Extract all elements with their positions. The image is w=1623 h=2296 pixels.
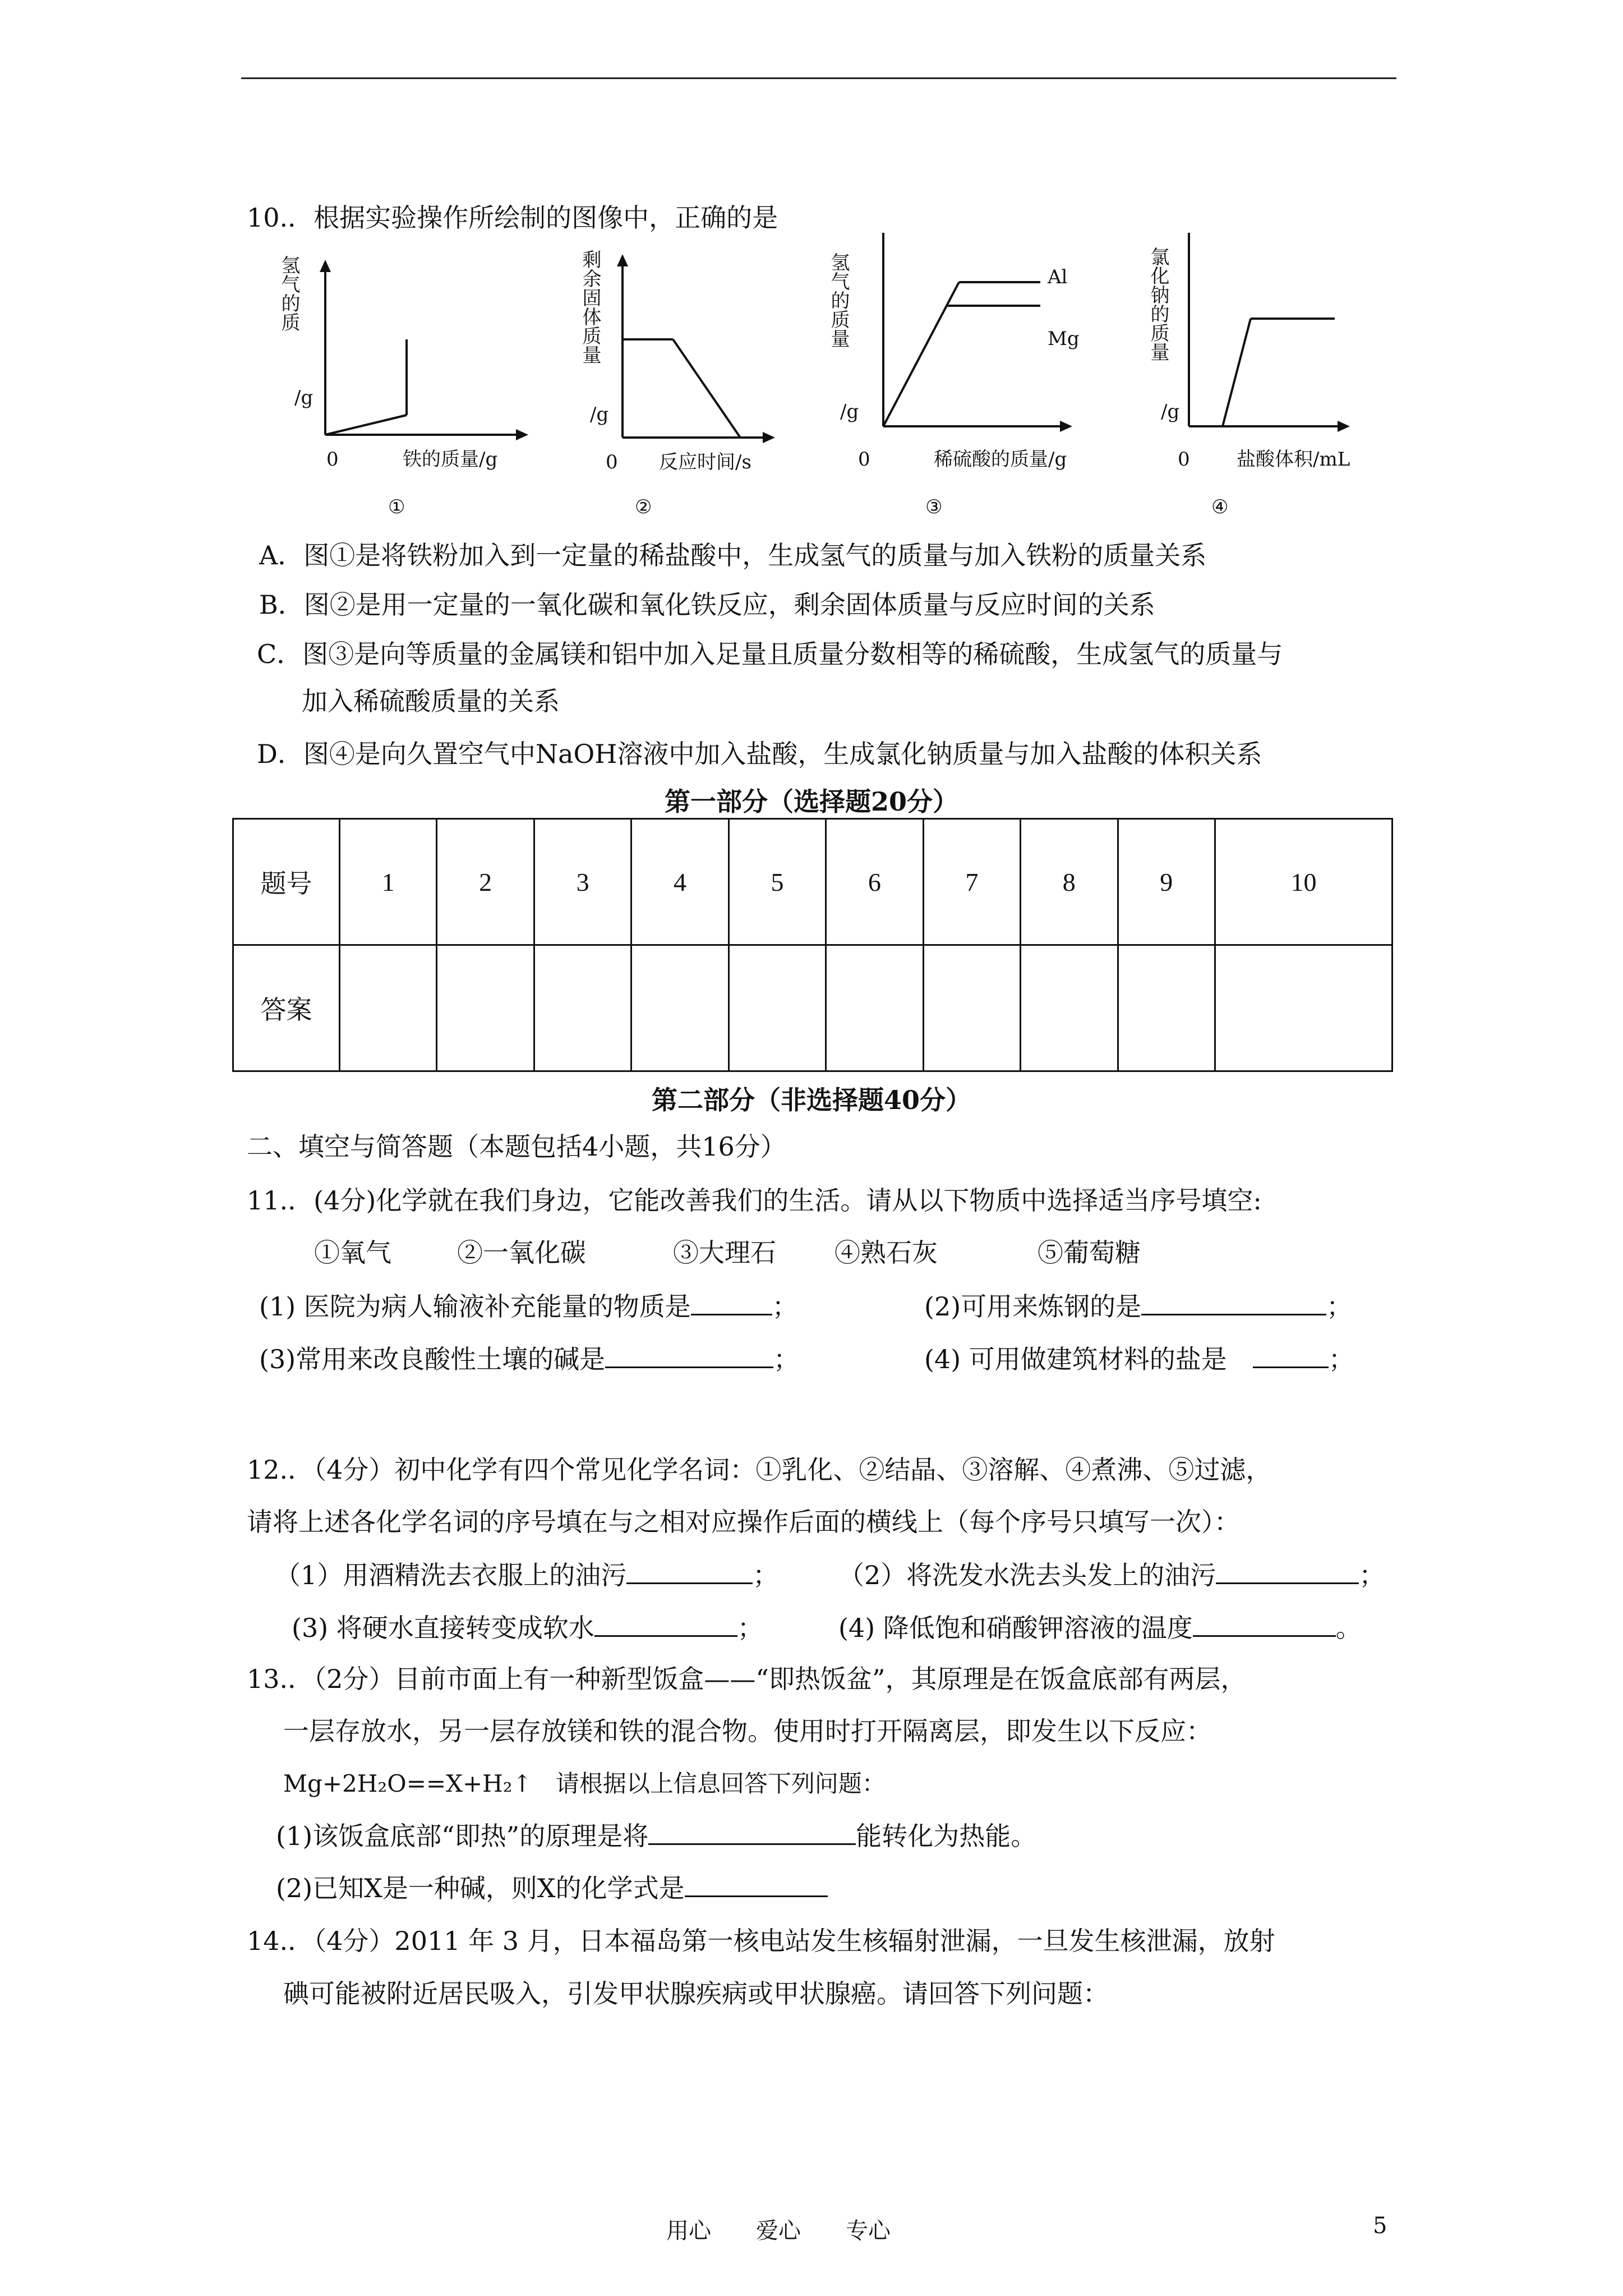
q10-option-d: D．图④是向久置空气中NaOH溶液中加入盐酸，生成氯化钠质量与加入盐酸的体积关系 [257, 739, 1262, 769]
q12-part-2 [838, 1558, 1385, 1592]
separator: ； [753, 1560, 779, 1590]
g2-num: ② [635, 496, 652, 518]
q13-equation-line [283, 1767, 886, 1801]
answer-blank[interactable] [1141, 1289, 1326, 1315]
q13-part-1 [276, 1819, 1036, 1853]
q12-part-1-text: （1）用酒精洗去衣服上的油污 [275, 1560, 627, 1590]
g2-xlabel: 反应时间/s [659, 451, 751, 473]
answer-cell[interactable] [340, 945, 437, 1071]
footer-motto: 用心 爱心 专心 [666, 2218, 891, 2244]
q11-part-1 [259, 1289, 798, 1323]
answer-cell[interactable] [631, 945, 728, 1071]
answer-table-number: 2 [437, 819, 534, 945]
q13-equation: Mg+2H₂O==X+H₂↑ [283, 1770, 532, 1797]
answer-blank[interactable] [1253, 1342, 1329, 1368]
answer-table-number: 10 [1215, 819, 1392, 945]
g2-yunit: /g [590, 403, 609, 426]
separator: ； [737, 1613, 763, 1643]
q12-stem-1: 12.．（4分）初中化学有四个常见化学名词：①乳化、②结晶、③溶解、④煮沸、⑤过滤， [247, 1455, 1272, 1485]
q11-part-3 [259, 1342, 799, 1376]
answer-cell[interactable] [923, 945, 1020, 1071]
g1-num: ① [388, 496, 405, 518]
answer-blank[interactable] [594, 1611, 737, 1637]
q11-stem: 11.．(4分)化学就在我们身边，它能改善我们的生活。请从以下物质中选择适当序号填空: [247, 1185, 1262, 1216]
answer-blank[interactable] [685, 1871, 828, 1897]
section2-heading: 二、填空与简答题（本题包括4小题，共16分） [247, 1131, 786, 1162]
q10-option-c: C．图③是向等质量的金属镁和铝中加入足量且质量分数相等的稀硫酸，生成氢气的质量与 [257, 639, 1283, 669]
answer-table-answer-label: 答案 [233, 945, 340, 1071]
answer-table-number: 6 [826, 819, 923, 945]
answer-table-number: 7 [923, 819, 1020, 945]
q11-part-2 [924, 1289, 1352, 1323]
answer-blank[interactable] [605, 1342, 773, 1368]
q13-stem-1: 13.．（2分）目前市面上有一种新型饭盒——“即热饭盆”，其原理是在饭盒底部有两层， [247, 1664, 1247, 1694]
g1-xlabel: 铁的质量/g [403, 448, 498, 471]
answer-table [232, 818, 1393, 1072]
answer-blank[interactable] [1216, 1558, 1359, 1584]
part1-title: 第一部分（选择题20分） [664, 786, 958, 817]
q11-choice-3: ③大理石 [673, 1237, 776, 1268]
q12-part-3-text: (3) 将硬水直接转变成软水 [292, 1613, 594, 1643]
g3-curve-mg: Mg [1048, 328, 1080, 350]
g3-curve-al: Al [1048, 266, 1068, 288]
g1-origin: 0 [326, 448, 339, 471]
q10-option-a: A．图①是将铁粉加入到一定量的稀盐酸中，生成氢气的质量与加入铁粉的质量关系 [259, 540, 1207, 570]
answer-blank[interactable] [1193, 1611, 1336, 1637]
q12-part-4 [838, 1611, 1362, 1645]
g1-ylabel: 氢气的质 [278, 255, 300, 332]
q12-part-2-text: （2）将洗发水洗去头发上的油污 [838, 1560, 1216, 1590]
g4-xlabel: 盐酸体积/mL [1237, 448, 1350, 471]
q11-part-2-text: (2)可用来炼钢的是 [924, 1291, 1142, 1322]
answer-table-number: 1 [340, 819, 437, 945]
q13-part-1-end: 能转化为热能。 [856, 1821, 1037, 1851]
g4-yunit: /g [1161, 401, 1180, 423]
answer-table-number: 8 [1021, 819, 1118, 945]
answer-cell[interactable] [1215, 945, 1392, 1071]
answer-table-number: 4 [631, 819, 728, 945]
answer-cell[interactable] [437, 945, 534, 1071]
g4-num: ④ [1211, 496, 1229, 518]
g3-xlabel: 稀硫酸的质量/g [934, 448, 1067, 471]
answer-cell[interactable] [1118, 945, 1215, 1071]
q13-part-2 [276, 1871, 828, 1905]
g3-ylabel: 氢气的质量 [827, 252, 850, 348]
answer-table-number: 5 [728, 819, 826, 945]
q10-stem: 10.．根据实验操作所绘制的图像中，正确的是 [247, 203, 778, 233]
separator: ； [1328, 1344, 1354, 1374]
separator: ； [772, 1291, 798, 1322]
q13-part-2-text: (2)已知X是一种碱，则X的化学式是 [276, 1873, 685, 1903]
g3-num: ③ [925, 496, 943, 518]
q11-choice-2: ②一氧化碳 [457, 1237, 586, 1268]
q14-stem-2: 碘可能被附近居民吸入，引发甲状腺疾病或甲状腺癌。请回答下列问题： [283, 1978, 1109, 2009]
g3-yunit: /g [840, 401, 859, 423]
answer-table-number: 9 [1118, 819, 1215, 945]
q11-choice-4: ④熟石灰 [834, 1237, 938, 1268]
g3-origin: 0 [858, 448, 870, 471]
q12-part-4-text: (4) 降低饱和硝酸钾溶液的温度 [838, 1613, 1193, 1643]
q13-stem-2: 一层存放水，另一层存放镁和铁的混合物。使用时打开隔离层，即发生以下反应： [283, 1716, 1212, 1746]
answer-blank[interactable] [691, 1289, 772, 1315]
g4-ylabel: 氯化钠的质量 [1147, 247, 1169, 361]
separator: ； [1359, 1560, 1385, 1590]
header-rule [241, 77, 1396, 79]
g2-origin: 0 [606, 451, 618, 473]
answer-blank[interactable] [648, 1819, 856, 1845]
q11-part-4 [924, 1342, 1354, 1376]
q10-option-c-cont: 加入稀硫酸质量的关系 [302, 686, 560, 716]
page-number: 5 [1373, 2213, 1387, 2239]
period: 。 [1335, 1613, 1362, 1643]
q12-stem-2: 请将上述各化学名词的序号填在与之相对应操作后面的横线上（每个序号只填写一次）： [247, 1507, 1240, 1537]
q12-part-3 [292, 1611, 763, 1645]
separator: ； [1326, 1291, 1353, 1322]
q13-equation-follow: 请根据以上信息回答下列问题： [555, 1770, 886, 1797]
separator: ； [773, 1344, 800, 1374]
g2-ylabel: 剩余固体质量 [579, 250, 601, 364]
g1-yunit: /g [294, 386, 313, 409]
answer-table-header-label: 题号 [233, 819, 340, 945]
q12-part-1 [275, 1558, 778, 1592]
g4-origin: 0 [1178, 448, 1190, 471]
answer-cell[interactable] [1021, 945, 1118, 1071]
q13-part-1-text: (1)该饭盒底部“即热”的原理是将 [276, 1821, 649, 1851]
part2-title: 第二部分（非选择题40分） [651, 1085, 971, 1115]
answer-blank[interactable] [626, 1558, 753, 1584]
q10-option-b: B．图②是用一定量的一氧化碳和氧化铁反应，剩余固体质量与反应时间的关系 [259, 590, 1155, 620]
q11-part-4-text: (4) 可用做建筑材料的盐是 [924, 1344, 1227, 1374]
answer-table-number: 3 [534, 819, 631, 945]
q10-graphs [247, 233, 1413, 536]
answer-cell[interactable] [728, 945, 826, 1071]
q11-choice-5: ⑤葡萄糖 [1038, 1237, 1141, 1268]
answer-cell[interactable] [534, 945, 631, 1071]
answer-cell[interactable] [826, 945, 923, 1071]
q11-part-3-text: (3)常用来改良酸性土壤的碱是 [259, 1344, 606, 1374]
q14-stem-1: 14.．（4分）2011 年 3 月，日本福岛第一核电站发生核辐射泄漏，一旦发生核泄漏，放射 [247, 1926, 1275, 1956]
q11-part-1-text: (1) 医院为病人输液补充能量的物质是 [259, 1291, 691, 1322]
q11-choice-1: ①氧气 [314, 1237, 391, 1268]
